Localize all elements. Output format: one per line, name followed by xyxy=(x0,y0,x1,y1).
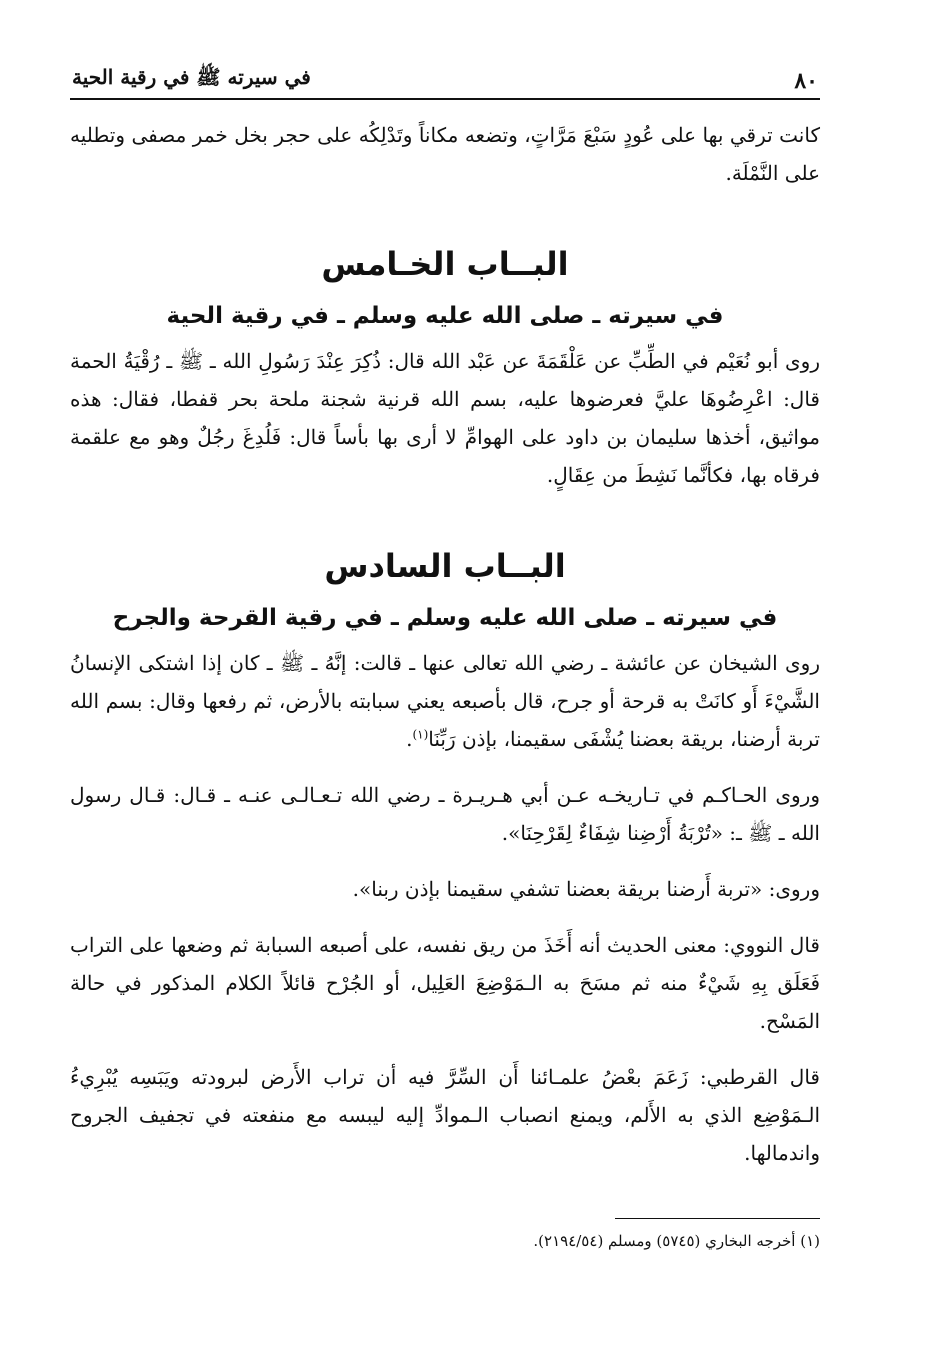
chapter-5-subtitle: في سيرته ـ صلى الله عليه وسلم ـ في رقية الحية xyxy=(166,303,724,329)
chapter-6-subtitle: في سيرته ـ صلى الله عليه وسلم ـ في رقية القرحة والجرح xyxy=(112,605,778,631)
chapter-6-paragraph-1-end: . xyxy=(406,727,413,751)
page-number: ٨٠ xyxy=(794,68,818,94)
chapter-6-paragraph-5: قال القرطبي: زَعَمَ بعْضُ علمـائنا أَن السِّرَّ فيه أن تراب الأَرض لبرودته ويَبَسِه يُبْرِيءُ الـمَوْضِع الذي به الأَلم، ويمنع انصباب الـموادِّ إليه ليبسه مع منفعته في تجفيف الجروح واندمالها. xyxy=(70,1065,820,1165)
footnote-marker[interactable]: (١) xyxy=(412,727,429,742)
chapter-5-paragraph: روى أبو نُعَيْم في الطِّبِّ عن عَلْقَمَةَ عن عَبْد الله قال: ذُكِرَ عِنْدَ رَسُولِ الله ـ ﷺ ـ رُقْيَةُ الحمة قال: اعْرِضُوهَا عليَّ فعرضوها عليه، بسم الله قرنية شجنة ملحة بحر قفطا، فقال: هذه مواثيق، أخذها سليمان بن داود على الهوامِّ لا أرى بها بأساً قال: فَلُدِغَ رجُلٌ وهو مع علقمة فرقاه بها، فكأنَّما نَشِطَ من عِقَالٍ. xyxy=(70,349,820,487)
chapter-6-paragraph-3: وروى: «تربة أَرضنا بريقة بعضنا تشفي سقيمنا بإذن ربنا». xyxy=(352,877,820,901)
document-page xyxy=(70,50,820,1255)
chapter-6-paragraph-1 xyxy=(70,644,820,758)
chapter-6-paragraph-1-text: روى الشيخان عن عائشة ـ رضي الله تعالى عنها ـ قالت: إنَّهُ ـ ﷺ ـ كان إذا اشتكى الإنسانُ الشَّيْءَ أَو كانَتْ به قرحة أو جرح، قال بأصبعه يعني سبابته بالأرض، ثم رفعها وقال: بسم الله تربة أرضنا، بريقة بعضنا يُشْفَى سقيمنا، بإذن رَبِّنَا xyxy=(70,651,820,751)
footnote: (١) أخرجه البخاري (٥٧٤٥) ومسلم (٢١٩٤/٥٤). xyxy=(533,1232,820,1250)
chapter-6-paragraph-2: وروى الحـاكـم في تـاريخـه عـن أبي هـريـرة ـ رضي الله تـعـالـى عنـه ـ قـال: قـال رسول الله ـ ﷺ ـ: «تُرْبَةُ أَرْضِنا شِفَاءٌ لِقَرْحِنَا». xyxy=(70,783,820,845)
chapter-6-paragraph-4: قال النووي: معنى الحديث أنه أَخَذَ من ريق نفسه، على أصبعه السبابة ثم وضعها على التراب فَعَلَق بِهِ شَيْءٌ منه ثم مسَحَ به الـمَوْضِعَ العَلِيل، أو الجُرْح قائلاً الكلام المذكور في حالة المَسْح. xyxy=(70,933,820,1033)
chapter-6-title: البــاب السادس xyxy=(324,547,566,585)
footnote-divider xyxy=(615,1218,820,1219)
intro-paragraph: كانت ترقي بها على عُودٍ سَبْعَ مَرَّاتٍ، وتضعه مكاناً وتَدْلِكُه على حجر بخل خمر مصفى وتطليه على النَّمْلَة. xyxy=(70,123,820,185)
running-header xyxy=(70,50,820,100)
chapter-5-title: البــاب الخـامس xyxy=(321,245,569,283)
running-title: في سيرته ﷺ في رقية الحية xyxy=(72,65,311,89)
